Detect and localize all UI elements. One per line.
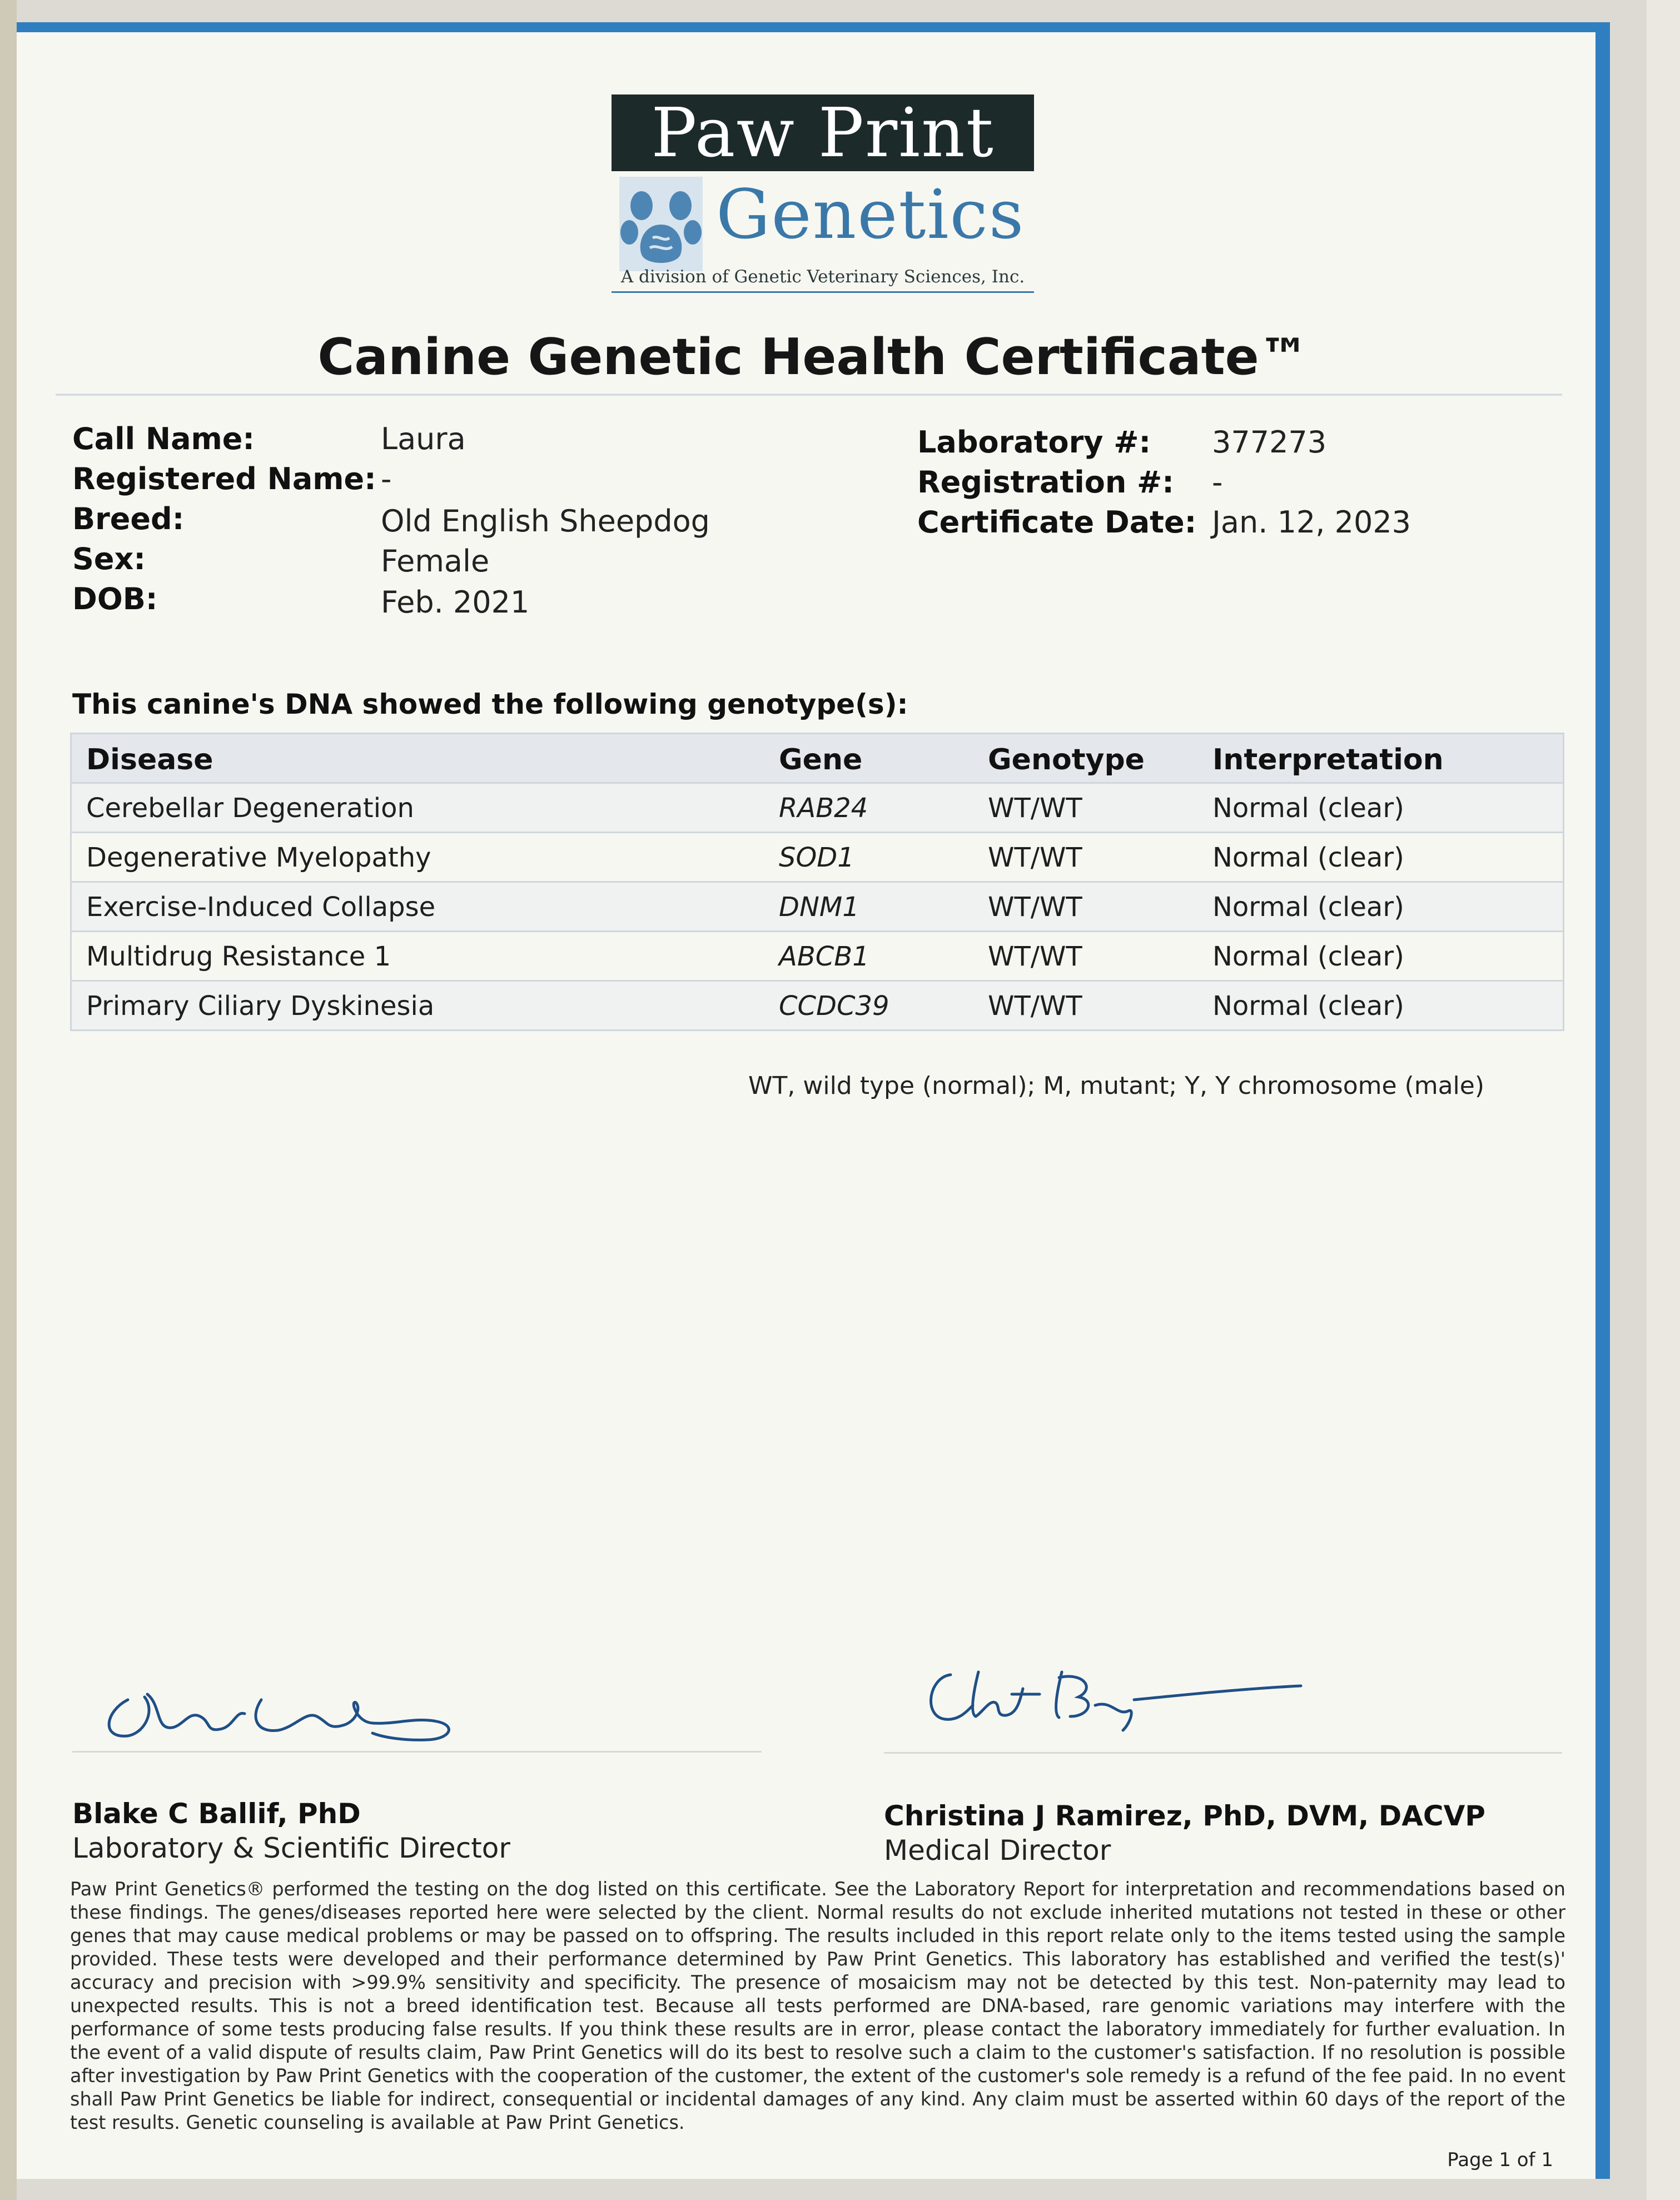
certificate-title: Canine Genetic Health Certificate™ [317,328,1309,386]
table-row [72,782,1563,832]
gene-cell: RAB24 [779,793,868,824]
column-header-gene: Gene [779,743,863,777]
paw-print-icon [619,177,703,271]
signer-title-ballif: Laboratory & Scientific Director [72,1832,510,1864]
signature-line-right [884,1752,1562,1754]
sex-value: Female [381,544,490,579]
logo-line-2: Genetics [716,175,1025,254]
breed-label: Breed: [72,501,185,536]
certificate-page [17,22,1610,2179]
dob-label: DOB: [72,581,158,616]
signature-image-ballif [95,1678,473,1750]
disease-cell: Primary Ciliary Dyskinesia [86,991,435,1022]
genotype-table [70,733,1564,1031]
signer-name-ballif: Blake C Ballif, PhD [72,1798,361,1830]
table-row [72,881,1563,930]
registration-number-value: - [1212,465,1223,500]
gene-cell: DNM1 [779,892,859,923]
table-row [72,980,1563,1029]
laboratory-number-label: Laboratory #: [917,425,1151,460]
page-number: Page 1 of 1 [1447,2149,1553,2171]
dob-value: Feb. 2021 [381,585,530,620]
interpretation-cell: Normal (clear) [1212,842,1404,873]
column-header-genotype: Genotype [988,743,1145,777]
laboratory-number-value: 377273 [1212,425,1327,460]
genotype-cell: WT/WT [988,842,1082,873]
gene-cell: CCDC39 [779,991,889,1022]
title-divider [56,394,1562,396]
call-name-label: Call Name: [72,421,255,456]
table-row [72,832,1563,881]
genotype-cell: WT/WT [988,991,1082,1022]
gene-cell: ABCB1 [779,941,869,972]
disease-cell: Exercise-Induced Collapse [86,892,436,923]
photo-background-right [1647,0,1680,2200]
disease-cell: Multidrug Resistance 1 [86,941,391,972]
logo-line-1: Paw Print [612,94,1034,171]
interpretation-cell: Normal (clear) [1212,793,1404,824]
table-row [72,930,1563,980]
gene-cell: SOD1 [779,842,854,873]
interpretation-cell: Normal (clear) [1212,941,1404,972]
signer-title-ramirez: Medical Director [884,1834,1111,1866]
disease-cell: Degenerative Myelopathy [86,842,431,873]
table-header [72,734,1563,782]
photo-background-left [0,0,17,2200]
legal-disclaimer: Paw Print Genetics® performed the testing on the dog listed on this certificate. See the Laboratory Report for interpretation and recommendations based on these findings. The genes/diseases reported here were selected by the client. Normal results do not exclude inherited mutations not tested in these or other genes that may cause medical problems or may be passed on to offspring. The results included in this report relate only to the items tested using the sample provided. These tests were developed and their performance determined by Paw Print Genetics. This laboratory has established and verified the test(s)' accuracy and precision with >99.9% sensitivity and specificity. The presence of mosaicism may not be detected by this test. Non-paternity may lead to unexpected results. This is not a breed identification test. Because all tests performed are DNA-based, rare genomic variations may interfere with the performance of some tests producing false results. If you think these results are in error, please contact the laboratory immediately for further evaluation. In the event of a valid dispute of results claim, Paw Print Genetics will do its best to resolve such a claim to the customer's satisfaction. If no resolution is possible after investigation by Paw Print Genetics with the cooperation of the customer, the extent of the customer's sole remedy is a refund of the fee paid. In no event shall Paw Print Genetics be liable for indirect, consequential or incidental damages of any kind. Any claim must be asserted within 60 days of the report of the test results. Genetic counseling is available at Paw Print Genetics. [70,1878,1565,2133]
column-header-disease: Disease [86,743,213,777]
table-body [72,782,1563,1029]
certificate-date-value: Jan. 12, 2023 [1212,505,1411,540]
sex-label: Sex: [72,541,146,576]
genotype-cell: WT/WT [988,793,1082,824]
company-logo [612,94,1034,300]
genotype-cell: WT/WT [988,892,1082,923]
call-name-value: Laura [381,421,466,456]
certificate-date-label: Certificate Date: [917,505,1197,540]
breed-value: Old English Sheepdog [381,504,710,539]
results-heading: This canine's DNA showed the following genotype(s): [72,688,908,720]
column-header-interpretation: Interpretation [1212,743,1444,777]
registration-number-label: Registration #: [917,465,1174,500]
signer-name-ramirez: Christina J Ramirez, PhD, DVM, DACVP [884,1800,1485,1832]
logo-subtitle: A division of Genetic Veterinary Sciences, Inc. [612,267,1034,293]
registered-name-label: Registered Name: [72,461,376,496]
signature-image-ramirez [912,1661,1312,1733]
genotype-cell: WT/WT [988,941,1082,972]
registered-name-value: - [381,461,392,496]
disease-cell: Cerebellar Degeneration [86,793,414,824]
genotype-legend: WT, wild type (normal); M, mutant; Y, Y chromosome (male) [748,1072,1484,1100]
interpretation-cell: Normal (clear) [1212,991,1404,1022]
signature-line-left [72,1751,762,1753]
interpretation-cell: Normal (clear) [1212,892,1404,923]
